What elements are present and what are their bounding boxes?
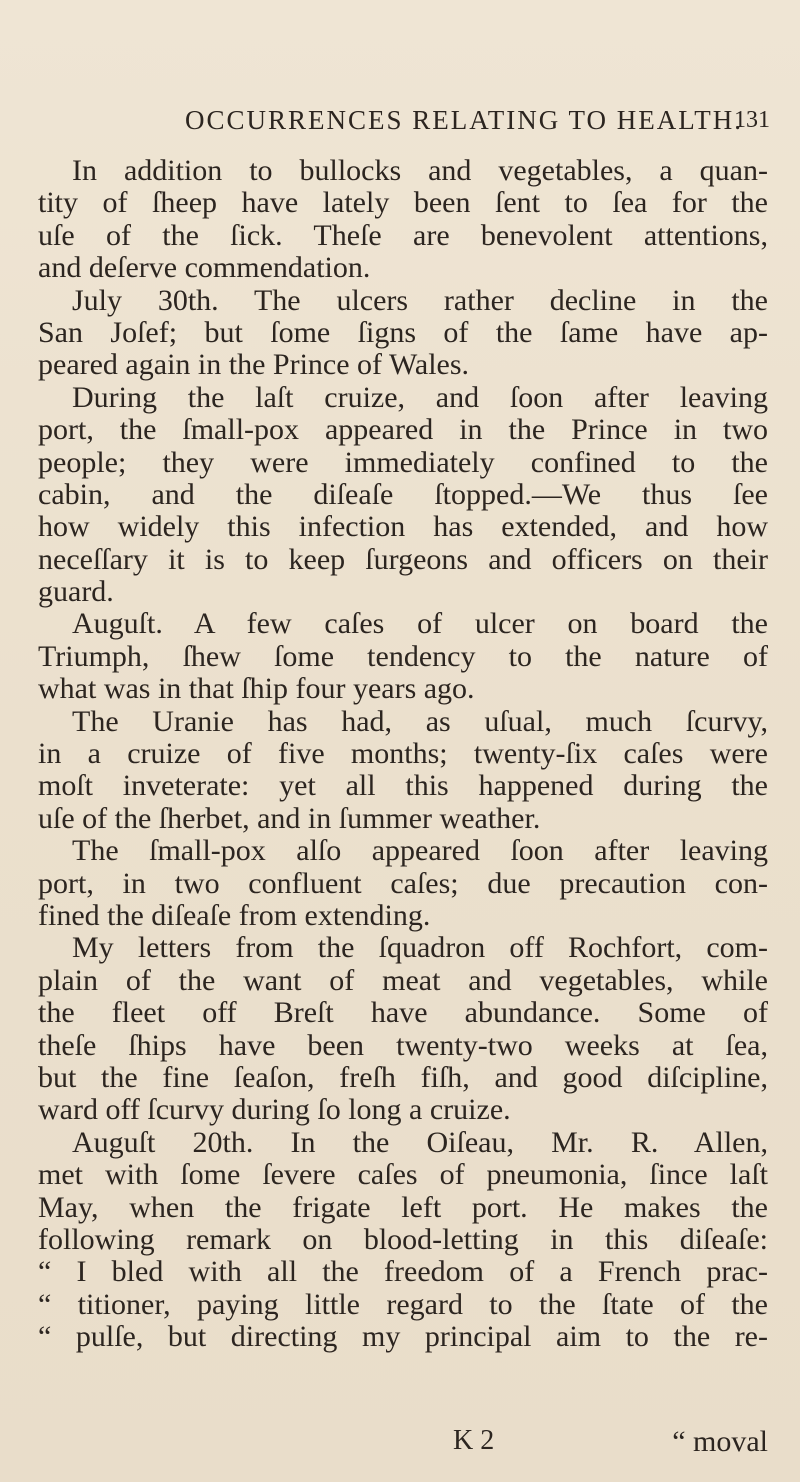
text-line: Auguſt 20th. In the Oiſeau, Mr. R. Allen, <box>72 1125 768 1159</box>
catchword: “ moval <box>672 1425 768 1458</box>
text-line: met with ſome ſevere caſes of pneumonia, ſince laſt <box>38 1158 768 1192</box>
page-number: 131 <box>734 107 770 133</box>
text-line: July 30th. The ulcers rather decline in the <box>72 283 768 317</box>
text-line: and deſerve commendation. <box>38 251 371 285</box>
text-line: The Uranie has had, as uſual, much ſcurvy, <box>72 704 768 738</box>
text-line: In addition to bullocks and vegetables, a quan- <box>72 154 768 187</box>
text-line: following remark on blood-letting in this diſeaſe: <box>38 1222 768 1256</box>
text-line: During the laſt cruize, and ſoon after leaving <box>72 380 768 414</box>
text-line: Triumph, ſhew ſome tendency to the nature of <box>38 639 768 673</box>
body-text <box>38 155 768 1353</box>
text-line: Auguſt. A few caſes of ulcer on board the <box>72 607 768 641</box>
text-line: “ I bled with all the freedom of a French prac- <box>38 1255 768 1289</box>
text-line: tity of ſheep have lately been ſent to ſea for the <box>38 186 768 220</box>
text-line: what was in that ſhip four years ago. <box>38 672 475 706</box>
text-line: May, when the frigate left port. He makes the <box>38 1190 768 1224</box>
page-header <box>185 105 770 145</box>
text-line: peared again in the Prince of Wales. <box>38 348 470 382</box>
text-line: San Joſef; but ſome ſigns of the ſame have ap- <box>38 315 768 349</box>
signature-mark: K 2 <box>453 1425 495 1456</box>
text-line: fined the diſeaſe from extending. <box>38 898 431 932</box>
text-line: uſe of the ſick. Theſe are benevolent attentions, <box>38 218 768 252</box>
text-line: uſe of the ſherbet, and in ſummer weather. <box>38 801 541 835</box>
text-line: plain of the want of meat and vegetables, while <box>38 963 768 997</box>
text-line: people; they were immediately confined to the <box>38 445 768 479</box>
text-line: neceſſary it is to keep ſurgeons and officers on their <box>38 542 768 576</box>
text-line: the fleet off Breſt have abundance. Some of <box>38 996 768 1030</box>
page-footer <box>38 1425 768 1459</box>
text-line: how widely this infection has extended, and how <box>38 510 768 544</box>
text-line: The ſmall-pox alſo appeared ſoon after leaving <box>72 834 768 868</box>
text-line: cabin, and the diſeaſe ſtopped.—We thus ſee <box>38 477 768 511</box>
text-line: port, the ſmall-pox appeared in the Prince in two <box>38 413 768 447</box>
text-line: in a cruize of five months; twenty-ſix caſes were <box>38 737 768 771</box>
text-line: “ titioner, paying little regard to the ſtate of the <box>38 1287 768 1321</box>
running-title: OCCURRENCES RELATING TO HEALTH. <box>185 105 744 135</box>
text-line: “ pulſe, but directing my principal aim to the re- <box>38 1320 768 1354</box>
text-line: moſt inveterate: yet all this happened during the <box>38 769 768 803</box>
text-line: ward off ſcurvy during ſo long a cruize. <box>38 1093 511 1127</box>
text-line: port, in two confluent caſes; due precaution con- <box>38 866 768 900</box>
text-line: but the fine ſeaſon, freſh fiſh, and good diſcipline, <box>38 1060 768 1094</box>
text-line: theſe ſhips have been twenty-two weeks at ſea, <box>38 1028 768 1062</box>
text-line: guard. <box>38 575 114 609</box>
text-line: My letters from the ſquadron off Rochfort, com- <box>72 931 768 965</box>
